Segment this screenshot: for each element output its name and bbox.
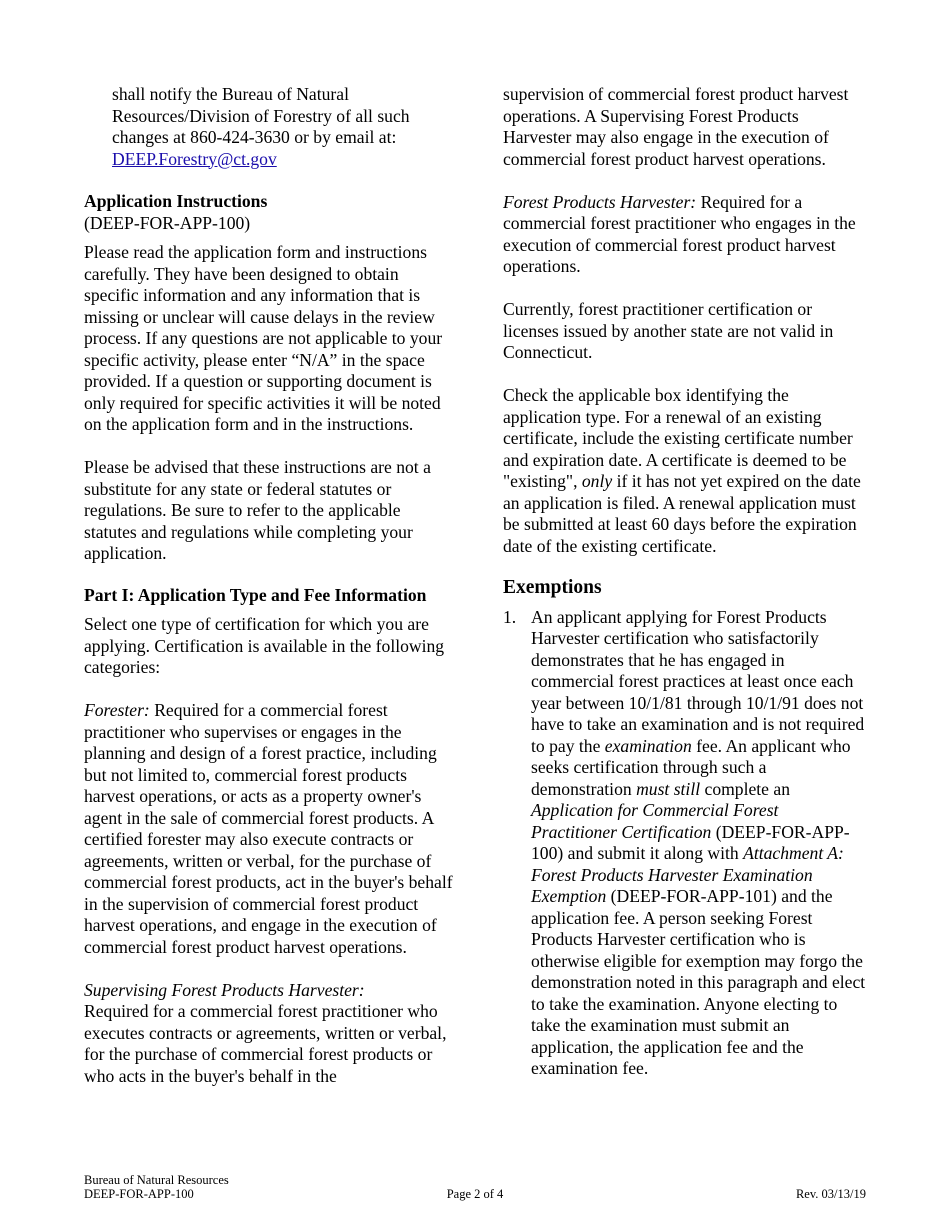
supervising-harvester-definition (84, 980, 454, 1088)
exemptions-heading: Exemptions (503, 577, 602, 598)
forester-definition (84, 700, 454, 958)
footer-bureau: Bureau of Natural Resources (84, 1173, 229, 1187)
intro-continuation (84, 84, 454, 170)
supervising-continued: supervision of commercial forest product harvest operations. A Supervising Forest Products Harvester may also engage in the execution of commercial forest product harvest operations. (503, 84, 849, 169)
harvester-text: Required for a commercial forest practitioner who engages in the execution of commercial forest product harvest operations. (503, 191, 856, 276)
harvester-label: Forest Products Harvester: (503, 191, 697, 212)
renewal-only: only (581, 471, 613, 491)
paragraph-advised: Please be advised that these instructions are not a substitute for any state or federal statutes or regulations. Be sure to refer to the applicable statutes and regulations while completing your application. (84, 457, 431, 563)
paragraph-currently: Currently, forest practitioner certification or licenses issued by another state are not valid in Connecticut. (503, 299, 834, 362)
right-column (503, 84, 868, 1080)
footer-form-code: DEEP-FOR-APP-100 (84, 1187, 194, 1201)
renewal-text-2: if it has not yet expired on the date an application is filed. A renewal application must be submitted at least 60 days before the expiration date of the existing certificate. (503, 471, 861, 556)
exemptions-list (503, 607, 868, 1080)
forester-label: Forester: (84, 700, 150, 720)
intro-text: shall notify the Bureau of Natural Resources/Division of Forestry of all such changes at 860-424-3630 or by email at: (112, 84, 410, 147)
application-instructions-code: (DEEP-FOR-APP-100) (84, 212, 251, 233)
forester-text: Required for a commercial forest practitioner who supervises or engages in the planning and design of a forest practice, including but not limited to, commercial forest products harvest operations, or acts as a property owner's agent in the sale of commercial forest products. A certified forester may also execute contracts or agreements, written or verbal, for the purchase of commercial forest products, act in the buyer's behalf in the supervision of commercial forest product harvest operations, and engage in the execution of commercial forest product harvest operations. (84, 700, 453, 957)
supervising-text: Required for a commercial forest practitioner who executes contracts or agreements, written or verbal, for the purchase of commercial forest products or who acts in the buyer's behalf in the (84, 1001, 447, 1086)
paragraph-read-instructions: Please read the application form and instructions carefully. They have been designed to obtain specific information and any information that is missing or unclear will cause delays in the review process. If any questions are not applicable to your specific activity, please enter “N/A” in the space provided. If a question or supporting document is only required for specific activities it will be noted on the application form and in the instructions. (84, 242, 443, 434)
paragraph-renewal (503, 385, 868, 557)
exemption-text: (DEEP-FOR-APP-100) and submit it along with (531, 821, 850, 863)
exemption-italic: Attachment A: Forest Products Harvester Examination Exemption (531, 843, 844, 906)
paragraph-select-type: Select one type of certification for which you are applying. Certification is available in the following categories: (84, 614, 445, 677)
harvester-definition (503, 192, 868, 278)
exemption-italic: examination (604, 735, 692, 756)
exemption-italic: must still (636, 778, 701, 799)
footer-revision: Rev. 03/13/19 (795, 1187, 866, 1201)
left-column (84, 84, 454, 1087)
renewal-text-1: Check the applicable box identifying the application type. For a renewal of an existing certificate, include the existing certificate number and expiration date. A certificate is deemed to be "existing", (503, 385, 853, 491)
application-instructions-heading: Application Instructions (84, 191, 268, 211)
exemption-italic: Application for Commercial Forest Practitioner Certification (531, 800, 779, 842)
part1-heading: Part I: Application Type and Fee Information (84, 584, 427, 605)
email-link[interactable]: DEEP.Forestry@ct.gov (112, 148, 277, 169)
supervising-label: Supervising Forest Products Harvester: (84, 979, 365, 1000)
exemption-text: complete an (700, 778, 790, 799)
exemption-text: An applicant applying for Forest Products Harvester certification who satisfactorily demonstrates that he has engaged in commercial forest practices at least once each year between 10/1/81 through 10/1/91 does not have to take an examination and is not required to pay the (531, 606, 865, 756)
list-item (503, 607, 868, 1080)
list-item-number: 1. (503, 606, 517, 627)
exemption-text: fee. An applicant who seeks certification through such a demonstration (531, 735, 851, 799)
footer-page-number: Page 2 of 4 (446, 1187, 504, 1201)
exemption-text: (DEEP-FOR-APP-101) and the application fee. A person seeking Forest Products Harvester certification who is otherwise eligible for exemption may forgo the demonstration noted in this paragraph and elect to take the examination. Anyone electing to take the examination must submit an application, the application fee and the examination fee. (531, 886, 866, 1078)
